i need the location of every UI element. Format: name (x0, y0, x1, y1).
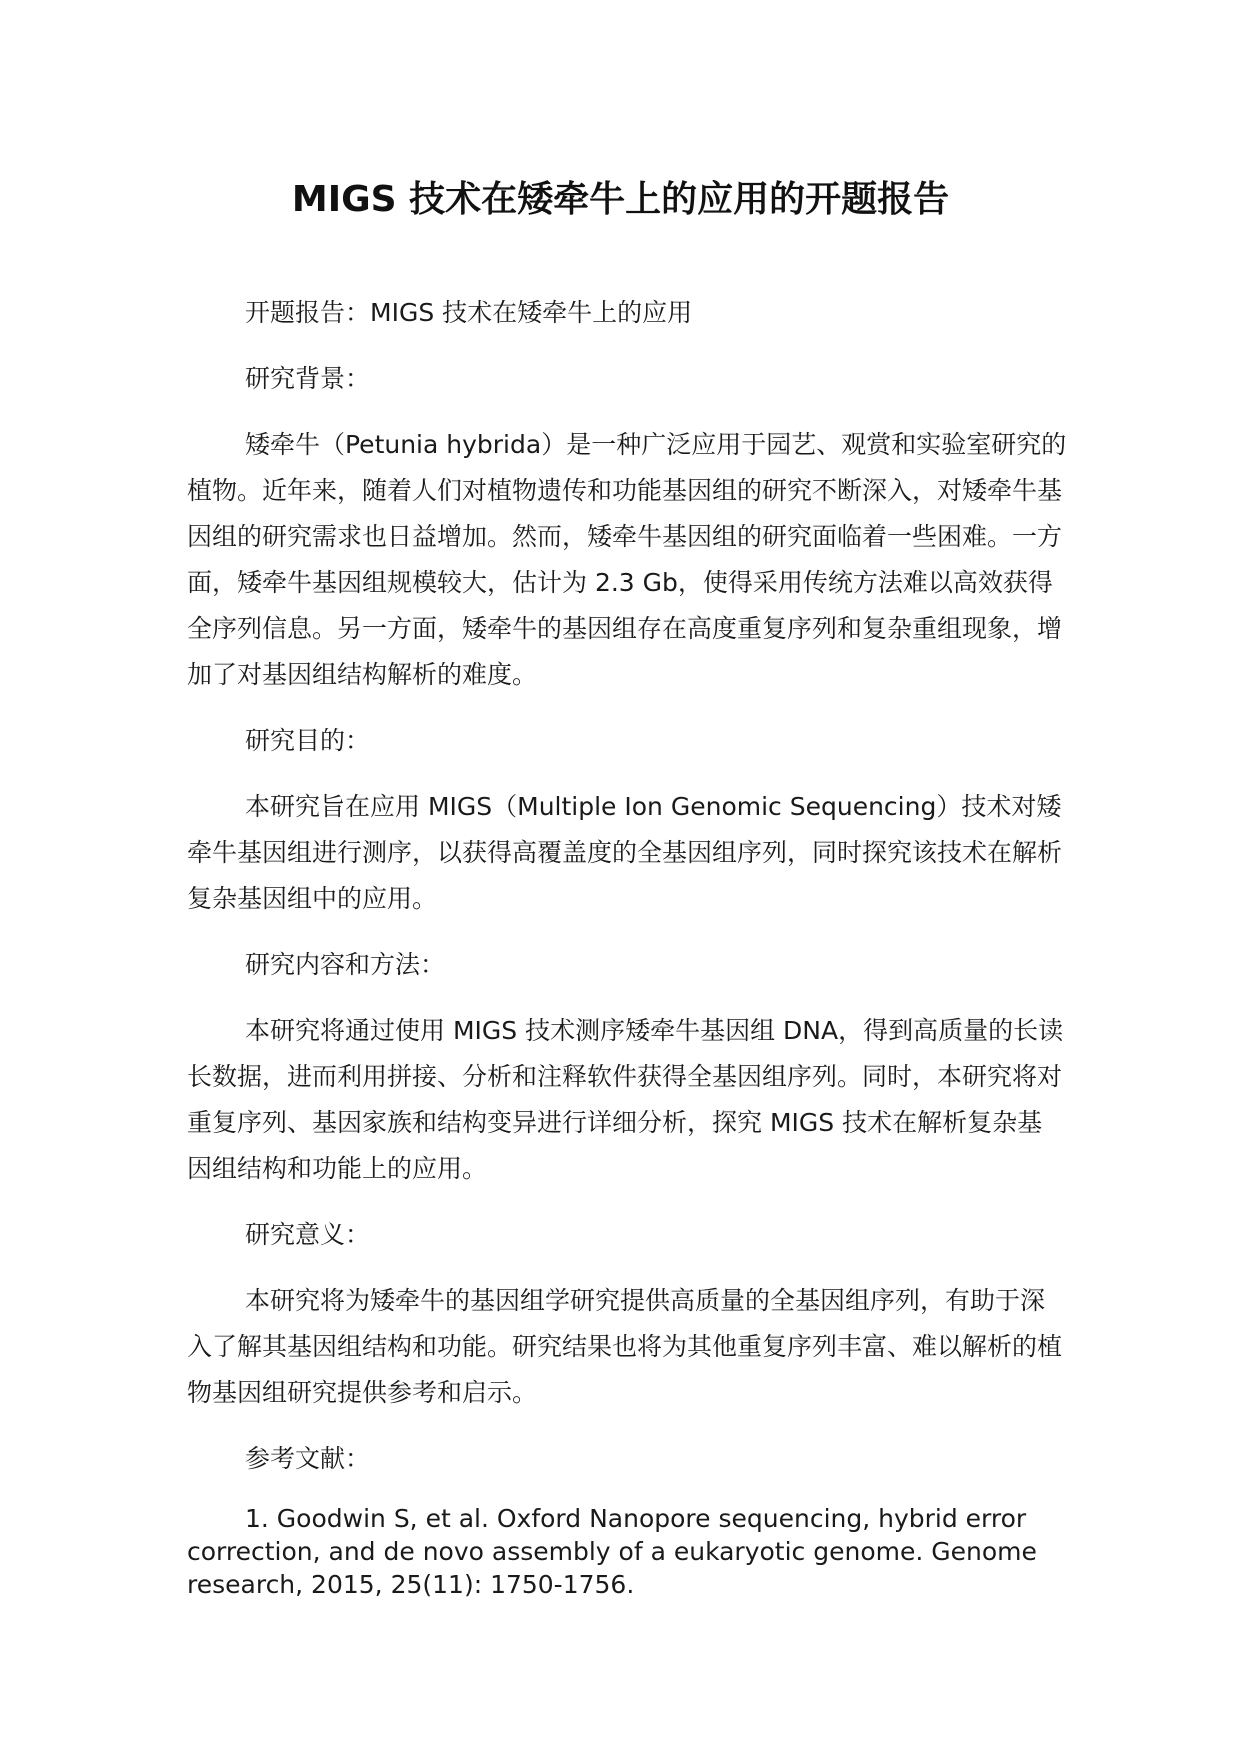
reference-item: 1. Goodwin S, et al. Oxford Nanopore sequencing, hybrid error correction, and de novo assembly of a eukaryotic genome. Genome research, 2015, 25(11): 1750-1756. (187, 1504, 1037, 1599)
section-heading-purpose: 研究目的： (245, 726, 371, 755)
references-heading: 参考文献： (245, 1444, 371, 1473)
page-title: MIGS 技术在矮牵牛上的应用的开题报告 (291, 179, 950, 220)
section-body-purpose: 本研究旨在应用 MIGS（Multiple Ion Genomic Sequencing）技术对矮牵牛基因组进行测序，以获得高覆盖度的全基因组序列，同时探究该技术在解析复杂基因组中的应用。 (187, 792, 1063, 913)
section-body-significance: 本研究将为矮牵牛的基因组学研究提供高质量的全基因组序列，有助于深入了解其基因组结构和功能。研究结果也将为其他重复序列丰富、难以解析的植物基因组研究提供参考和启示。 (187, 1286, 1063, 1407)
section-body-background: 矮牵牛（Petunia hybrida）是一种广泛应用于园艺、观赏和实验室研究的植物。近年来，随着人们对植物遗传和功能基因组的研究不断深入，对矮牵牛基因组的研究需求也日益增加。然而，矮牵牛基因组的研究面临着一些困难。一方面，矮牵牛基因组规模较大，估计为 2.3 Gb，使得采用传统方法难以高效获得全序列信息。另一方面，矮牵牛的基因组存在高度重复序列和复杂重组现象，增加了对基因组结构解析的难度。 (187, 430, 1067, 689)
section-heading-methods: 研究内容和方法： (245, 950, 446, 979)
document-body (187, 290, 1067, 1601)
intro-line: 开题报告：MIGS 技术在矮牵牛上的应用 (245, 298, 693, 327)
section-heading-significance: 研究意义： (245, 1220, 371, 1249)
section-body-methods: 本研究将通过使用 MIGS 技术测序矮牵牛基因组 DNA，得到高质量的长读长数据，进而利用拼接、分析和注释软件获得全基因组序列。同时，本研究将对重复序列、基因家族和结构变异进行详细分析，探究 MIGS 技术在解析复杂基因组结构和功能上的应用。 (187, 1016, 1064, 1183)
section-heading-background: 研究背景： (245, 364, 371, 393)
